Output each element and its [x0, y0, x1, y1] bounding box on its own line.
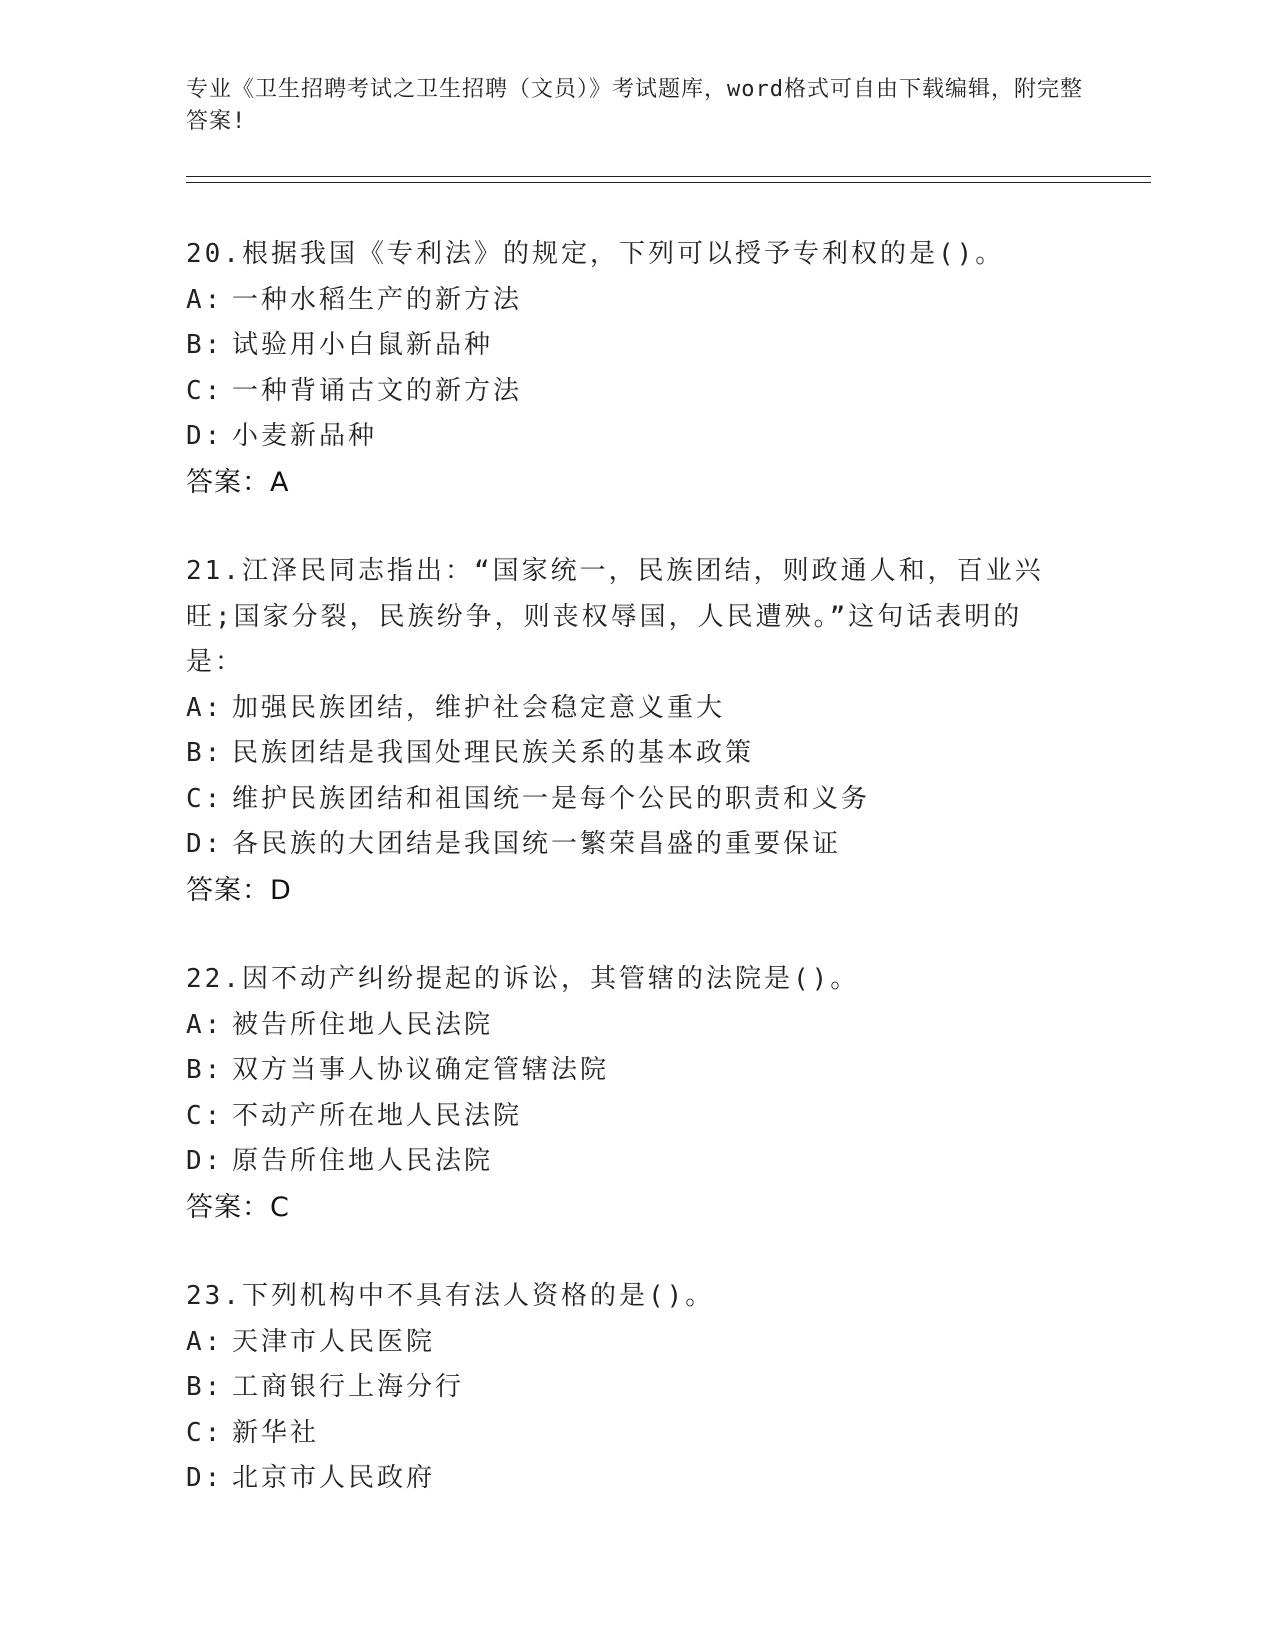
question-stem: 20.根据我国《专利法》的规定，下列可以授予专利权的是()。: [186, 239, 1005, 269]
option-c: [186, 777, 1086, 823]
option-key: B:: [186, 1055, 224, 1085]
option-d: [186, 822, 1086, 868]
option-text: 一种水稻生产的新方法: [232, 284, 523, 315]
option-key: C:: [186, 783, 224, 814]
option-text: 工商银行上海分行: [232, 1372, 465, 1402]
option-text: 双方当事人协议确定管辖法院: [232, 1055, 610, 1085]
header-divider-bottom: [186, 182, 1151, 183]
option-c: [186, 369, 1086, 415]
option-key: D:: [186, 1146, 224, 1176]
option-b: [186, 1048, 1086, 1094]
option-key: C:: [186, 1100, 224, 1131]
option-d: [186, 414, 1086, 460]
answer-text: 答案：D: [186, 874, 292, 906]
option-d: [186, 1139, 1086, 1185]
option-key: A:: [186, 1009, 224, 1040]
question-stem: 23.下列机构中不具有法人资格的是()。: [186, 1281, 715, 1311]
option-text: 民族团结是我国处理民族关系的基本政策: [232, 738, 755, 768]
option-b: [186, 731, 1086, 777]
option-text: 一种背诵古文的新方法: [232, 375, 523, 406]
option-text: 加强民族团结，维护社会稳定意义重大: [232, 692, 726, 723]
question-21: [186, 549, 1086, 913]
option-text: 天津市人民医院: [232, 1326, 436, 1357]
option-key: B:: [186, 1372, 224, 1402]
option-text: 被告所住地人民法院: [232, 1009, 494, 1040]
option-key: D:: [186, 1463, 224, 1493]
question-22: [186, 957, 1086, 1230]
option-text: 小麦新品种: [232, 421, 378, 451]
option-text: 试验用小白鼠新品种: [232, 330, 494, 360]
option-text: 原告所住地人民法院: [232, 1146, 494, 1176]
option-key: A:: [186, 692, 224, 723]
option-text: 各民族的大团结是我国统一繁荣昌盛的重要保证: [232, 829, 842, 859]
option-text: 维护民族团结和祖国统一是每个公民的职责和义务: [232, 783, 871, 814]
answer-text: 答案：A: [186, 466, 290, 498]
option-a: [186, 278, 1086, 324]
header-divider-top: [186, 176, 1151, 177]
question-list: [186, 232, 1086, 1546]
option-a: [186, 686, 1086, 732]
answer-text: 答案：C: [186, 1191, 290, 1223]
document-header: 专业《卫生招聘考试之卫生招聘（文员）》考试题库，word格式可自由下载编辑，附完整答案!: [186, 77, 1083, 134]
option-c: [186, 1094, 1086, 1140]
option-a: [186, 1320, 1086, 1366]
question-23: [186, 1274, 1086, 1502]
option-text: 北京市人民政府: [232, 1463, 436, 1493]
option-key: B:: [186, 738, 224, 768]
question-stem: 21.江泽民同志指出：“国家统一，民族团结，则政通人和，百业兴旺;国家分裂，民族纷争，则丧权辱国，人民遭殃。”这句话表明的是：: [186, 556, 1044, 677]
option-key: C:: [186, 375, 224, 406]
option-key: A:: [186, 1326, 224, 1357]
option-key: C:: [186, 1417, 224, 1448]
option-b: [186, 1365, 1086, 1411]
option-key: A:: [186, 284, 224, 315]
option-key: D:: [186, 829, 224, 859]
question-20: [186, 232, 1086, 505]
option-c: [186, 1411, 1086, 1457]
option-text: 新华社: [232, 1417, 320, 1448]
option-key: D:: [186, 421, 224, 451]
question-stem: 22.因不动产纠纷提起的诉讼，其管辖的法院是()。: [186, 964, 860, 994]
option-text: 不动产所在地人民法院: [232, 1100, 523, 1131]
option-a: [186, 1003, 1086, 1049]
option-b: [186, 323, 1086, 369]
option-key: B:: [186, 330, 224, 360]
option-d: [186, 1456, 1086, 1502]
